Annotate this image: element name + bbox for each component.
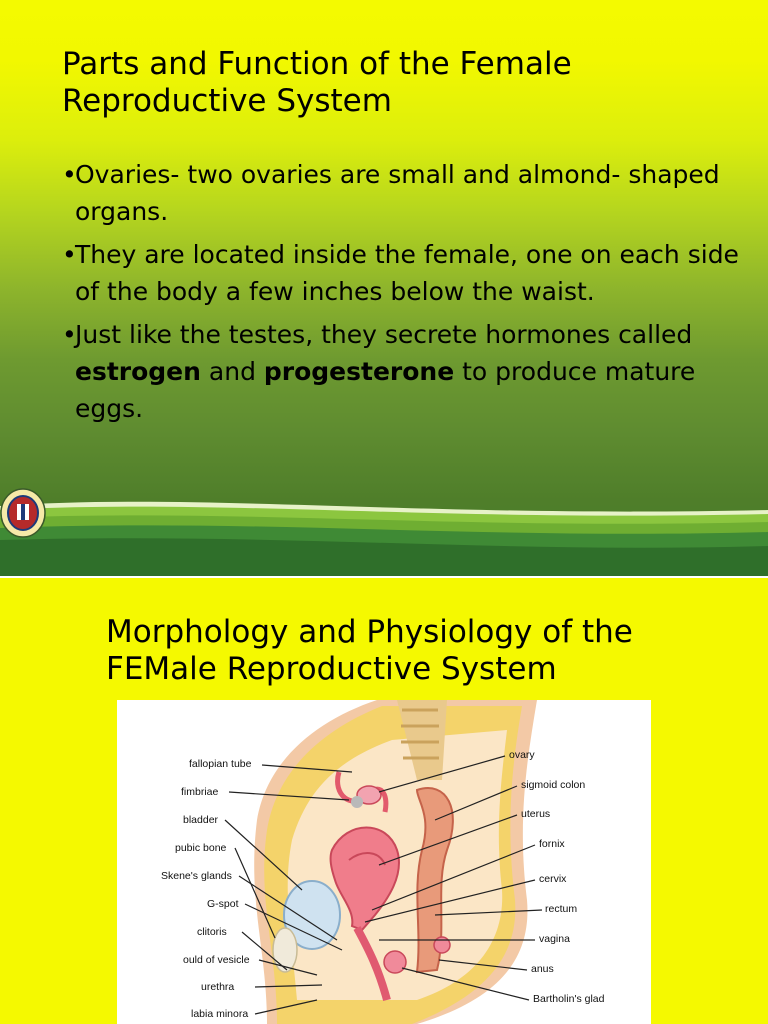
bold-term-progesterone: progesterone xyxy=(263,357,455,386)
bullet-dot: • xyxy=(62,240,77,269)
label-labia-minora: labia minora xyxy=(191,1008,249,1020)
label-fallopian-tube: fallopian tube xyxy=(189,758,252,770)
label-vagina: vagina xyxy=(539,933,570,945)
label-cervix: cervix xyxy=(539,873,567,885)
bullet-text-after: to produce mature eggs. xyxy=(75,357,696,423)
bullet-dot: • xyxy=(62,320,77,349)
bullet-item xyxy=(62,316,752,427)
bullet-item xyxy=(62,236,752,310)
label-ould-of-vesicle: ould of vesicle xyxy=(183,954,250,966)
label-ovary: ovary xyxy=(509,749,535,761)
label-sigmoid-colon: sigmoid colon xyxy=(521,779,586,791)
bullet-text: They are located inside the female, one on each side of the body a few inches below the waist. xyxy=(75,240,739,306)
bullet-text: Ovaries- two ovaries are small and almond- shaped organs. xyxy=(75,160,720,226)
school-seal-icon xyxy=(0,488,46,538)
bullet-text-middle: and xyxy=(200,357,264,386)
label-rectum: rectum xyxy=(545,903,578,915)
bold-term-estrogen: estrogen xyxy=(75,357,201,386)
label-fimbriae: fimbriae xyxy=(181,786,219,798)
label-pubic-bone: pubic bone xyxy=(175,842,227,854)
banner-swoosh xyxy=(0,488,768,576)
label-uterus: uterus xyxy=(521,808,551,820)
label-anus: anus xyxy=(531,963,554,975)
slide-title: Morphology and Physiology of the FEMale Reproductive System xyxy=(106,614,633,687)
reproductive-anatomy-diagram xyxy=(117,700,651,1024)
label-clitoris: clitoris xyxy=(197,926,227,938)
label-g-spot: G-spot xyxy=(207,898,239,910)
slide-title: Parts and Function of the Female Reproductive System xyxy=(62,46,572,119)
label-skenes-glands: Skene's glands xyxy=(161,870,232,882)
label-fornix: fornix xyxy=(539,838,565,850)
bullet-item xyxy=(62,156,752,230)
school-banner xyxy=(0,488,768,576)
anatomy-illustration xyxy=(117,700,651,1024)
label-bladder: bladder xyxy=(183,814,219,826)
label-urethra: urethra xyxy=(201,981,235,993)
bullet-list xyxy=(62,156,752,433)
bullet-dot: • xyxy=(62,160,77,189)
bullet-text-before: Just like the testes, they secrete hormones called xyxy=(75,320,693,349)
label-bartholins-gland: Bartholin's glad xyxy=(533,993,605,1005)
slide-morphology xyxy=(0,578,768,1024)
